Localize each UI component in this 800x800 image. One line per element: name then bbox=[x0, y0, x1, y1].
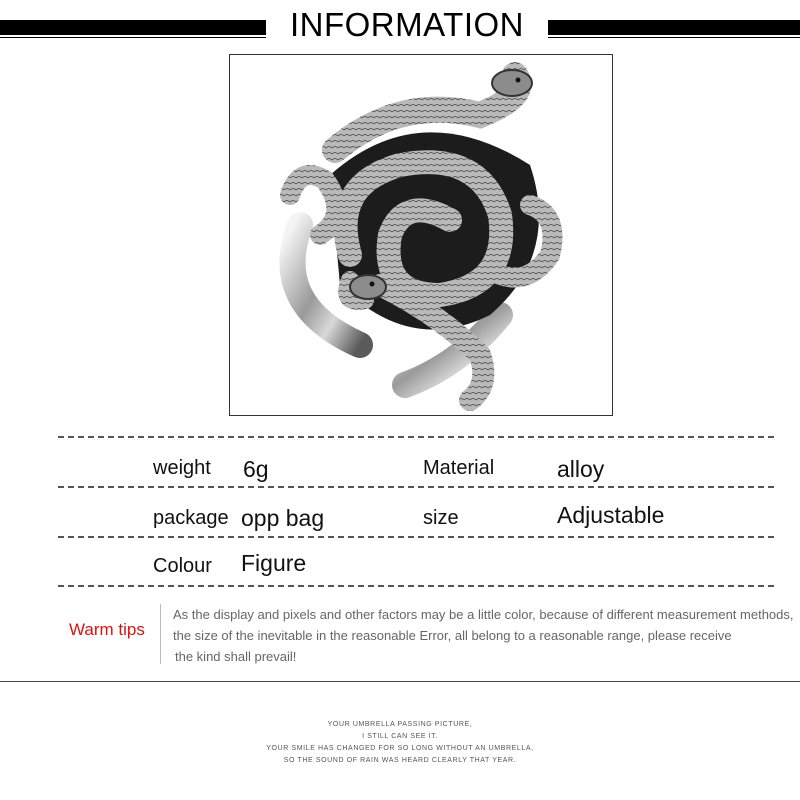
snake-ring-illustration bbox=[230, 55, 612, 415]
divider bbox=[58, 585, 774, 587]
footer-line: YOUR UMBRELLA PASSING PICTURE, bbox=[327, 721, 473, 728]
warm-tips-divider bbox=[160, 604, 161, 664]
material-value: alloy bbox=[557, 456, 605, 482]
weight-label: weight bbox=[153, 457, 211, 479]
header-rule-right bbox=[548, 37, 800, 38]
package-label: package bbox=[153, 507, 229, 529]
material-label: Material bbox=[423, 457, 495, 479]
page-title: INFORMATION bbox=[289, 6, 525, 43]
header-bar-left bbox=[0, 20, 266, 35]
size-label: size bbox=[423, 507, 459, 529]
header-bar-right bbox=[548, 20, 800, 35]
warm-tips-label: Warm tips bbox=[69, 620, 145, 639]
footer-line: SO THE SOUND OF RAIN WAS HEARD CLEARLY THAT YEAR. bbox=[283, 757, 517, 764]
size-value: Adjustable bbox=[557, 502, 665, 528]
colour-label: Colour bbox=[153, 555, 212, 577]
warm-tips-line: As the display and pixels and other factors may be a little color, because of different measurement methods, bbox=[173, 607, 794, 622]
package-value: opp bag bbox=[241, 505, 325, 531]
divider bbox=[58, 486, 774, 488]
divider bbox=[58, 436, 774, 438]
footer-line: YOUR SMILE HAS CHANGED FOR SO LONG WITHOUT AN UMBRELLA, bbox=[266, 745, 534, 752]
warm-tips-line: the kind shall prevail! bbox=[175, 649, 297, 664]
section-rule bbox=[0, 681, 800, 682]
warm-tips-line: the size of the inevitable in the reasonable Error, all belong to a reasonable range, please receive bbox=[173, 628, 732, 643]
weight-value: 6g bbox=[243, 456, 269, 482]
header-rule-left bbox=[0, 37, 266, 38]
footer-line: I STILL CAN SEE IT. bbox=[362, 733, 438, 740]
colour-value: Figure bbox=[241, 550, 307, 576]
divider bbox=[58, 536, 774, 538]
product-image bbox=[229, 54, 613, 416]
